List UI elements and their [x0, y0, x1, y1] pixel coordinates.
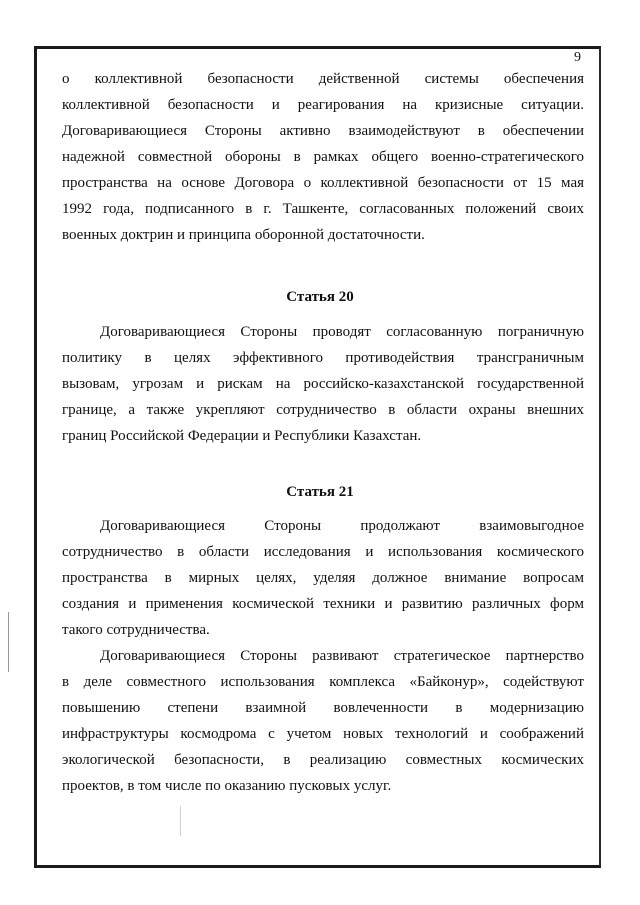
text-line: военных доктрин и принципа оборонной достаточности.	[62, 227, 425, 243]
text-line: коллективной безопасности и реагирования на кризисные ситуации.	[62, 97, 584, 113]
text-line: 1992 года, подписанного в г. Ташкенте, согласованных положений своих	[62, 201, 584, 217]
scan-artifact-left	[8, 612, 9, 672]
text-line: инфраструктуры космодрома с учетом новых технологий и соображений	[62, 726, 584, 742]
article-21-paragraph-2	[62, 643, 584, 799]
text-line: повышению степени взаимной вовлеченности в модернизацию	[62, 700, 584, 716]
text-line: создания и применения космической техники и развитию различных форм	[62, 596, 584, 612]
text-line: Договаривающиеся Стороны проводят согласованную пограничную	[100, 324, 584, 340]
text-line: пространства в мирных целях, уделяя должное внимание вопросам	[62, 570, 584, 586]
page-number: 9	[574, 50, 581, 65]
text-line: границе, а также укрепляют сотрудничество в области охраны внешних	[62, 402, 584, 418]
scan-artifact-center	[180, 806, 181, 836]
text-line: Договаривающиеся Стороны активно взаимодействуют в обеспечении	[62, 123, 584, 139]
article-21-paragraph-1	[62, 513, 584, 643]
text-line: политику в целях эффективного противодействия трансграничным	[62, 350, 584, 366]
article-20-paragraph	[62, 319, 584, 449]
text-line: пространства на основе Договора о коллективной безопасности от 15 мая	[62, 175, 584, 191]
text-line: такого сотрудничества.	[62, 622, 210, 638]
text-line: границ Российской Федерации и Республики Казахстан.	[62, 428, 422, 444]
text-line: проектов, в том числе по оказанию пусковых услуг.	[62, 778, 392, 794]
article-21-heading: Статья 21	[286, 484, 354, 500]
text-line: надежной совместной обороны в рамках общего военно-стратегического	[62, 149, 584, 165]
article-20-heading: Статья 20	[286, 289, 354, 305]
text-line: Договаривающиеся Стороны развивают стратегическое партнерство	[100, 648, 584, 664]
text-line: сотрудничество в области исследования и использования космического	[62, 544, 584, 560]
text-line: о коллективной безопасности действенной системы обеспечения	[62, 71, 584, 87]
text-line: вызовам, угрозам и рискам на российско-казахстанской государственной	[62, 376, 584, 392]
text-line: экологической безопасности, в реализацию совместных космических	[62, 752, 584, 768]
text-line: Договаривающиеся Стороны продолжают взаимовыгодное	[100, 518, 584, 534]
text-line: в деле совместного использования комплекса «Байконур», содействуют	[62, 674, 584, 690]
paragraph-continuation	[62, 66, 584, 248]
